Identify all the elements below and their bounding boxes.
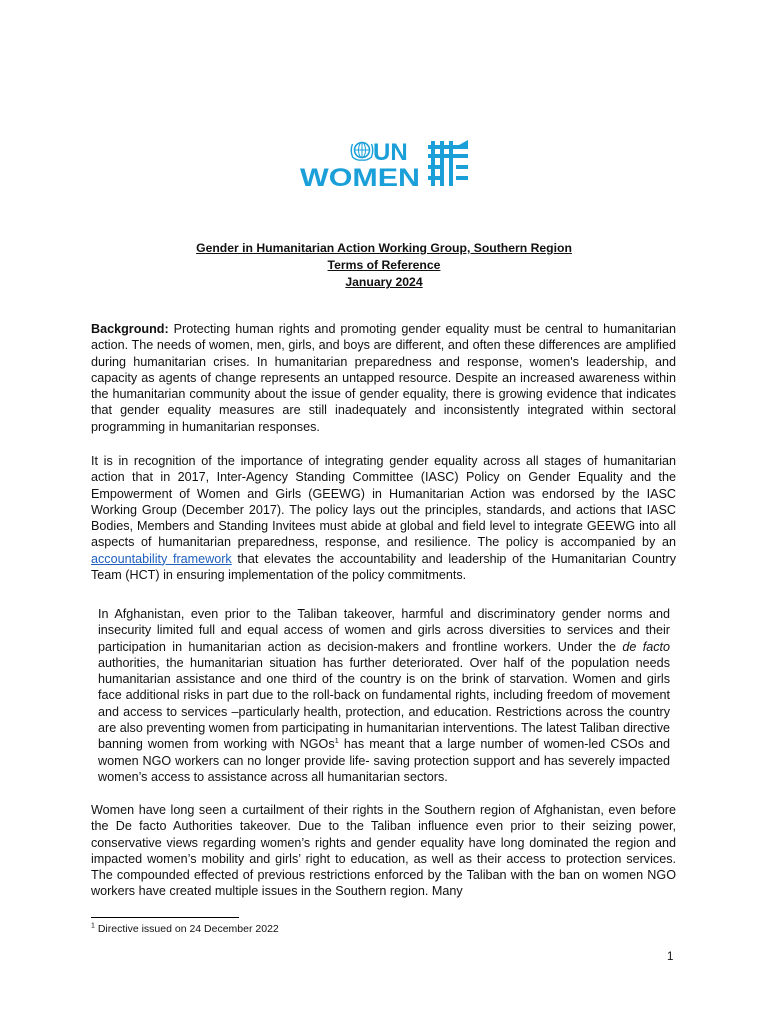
southern-region-paragraph: Women have long seen a curtailment of their rights in the Southern region of Afghanistan, even before the De facto Authorities takeover. Due to the Taliban influence even prior to their seizing power, conservative views regarding women’s rights and gender equality have long dominated the region and impacted women’s mobility and girls’ right to education, as well as their access to protection services. The compounded effected of previous restrictions enforced by the Taliban with the ban on women NGO workers have created multiple issues in the Southern region. Many xyxy=(91,803,676,899)
title-line-2: Terms of Reference xyxy=(327,258,441,272)
policy-text-before: It is in recognition of the importance of integrating gender equality across all stages of humanitarian action that in 2017, Inter-Agency Standing Committee (IASC) Policy on Gender Equality and the Empowerment of Women and Girls (GEEWG) in Humanitarian Action was endorsed by the IASC Working Group (December 2017). The policy lays out the principles, standards, and actions that IASC Bodies, Members and Standing Invitees must abide at global and field level to integrate GEEWG into all aspects of humanitarian preparedness, response, and resilience. The policy is accompanied by an xyxy=(91,454,676,550)
afghanistan-text-after: has meant that a large number of women-led CSOs and women NGO workers can no longer provide life- saving protection support and has severely impacted women’s access to assistance across all humanitarian sectors. xyxy=(98,737,670,784)
accountability-framework-link[interactable]: accountability framework xyxy=(91,551,232,566)
un-women-logo xyxy=(299,139,471,189)
afghanistan-paragraph xyxy=(98,606,670,785)
footnote-number: 1 xyxy=(91,922,95,930)
background-text: Protecting human rights and promoting gender equality must be central to humanitarian action. The needs of women, men, girls, and boys are different, and often these differences are amplified during humanitarian crises. In humanitarian preparedness and response, women's leadership, and capacity as agents of change represents an untapped resource. Despite an increased awareness within the humanitarian community about the issue of gender equality, there is growing evidence that indicates that gender equality measures are still inadequately and inconsistently integrated within sectoral programming in humanitarian responses. xyxy=(91,322,676,434)
title-line-1: Gender in Humanitarian Action Working Group, Southern Region xyxy=(196,241,572,255)
de-facto-italic: de facto xyxy=(622,639,671,654)
afghanistan-text-middle: authorities, the humanitarian situation has further deteriorated. Over half of the population needs humanitarian assistance and one third of the country is on the brink of starvation. Women and girls face additional risks in part due to the roll-back on fundamental rights, including freedom of movement and access to services –particularly health, protection, and education. Restrictions across the country are also preventing women from participating in humanitarian interventions. The latest Taliban directive banning women from working with NGOs xyxy=(98,655,670,752)
footnote xyxy=(91,922,279,936)
policy-text-after: that elevates the accountability and leadership of the Humanitarian Country Team (HCT) in ensuring implementation of the policy commitments. xyxy=(91,551,676,583)
policy-paragraph xyxy=(91,453,676,583)
logo-text-women: WOMEN xyxy=(300,164,420,189)
title-line-3: January 2024 xyxy=(345,275,423,289)
un-emblem-icon xyxy=(351,143,373,161)
page-number: 1 xyxy=(667,951,674,963)
footnote-text: Directive issued on 24 December 2022 xyxy=(94,923,279,935)
background-label: Background: xyxy=(91,322,169,336)
afghanistan-text-before: In Afghanistan, even prior to the Taliban takeover, harmful and discriminatory gender norms and insecurity limited full and equal access of women and girls across diversities to services and their participation in humanitarian action as decision-makers and frontline workers. Under the xyxy=(98,607,670,654)
footnote-reference[interactable]: 1 xyxy=(334,736,339,746)
background-paragraph xyxy=(91,321,676,435)
equality-mark-icon xyxy=(428,140,468,186)
logo-text-un: UN xyxy=(373,139,408,166)
footnote-divider xyxy=(91,917,239,918)
document-title xyxy=(0,240,768,291)
